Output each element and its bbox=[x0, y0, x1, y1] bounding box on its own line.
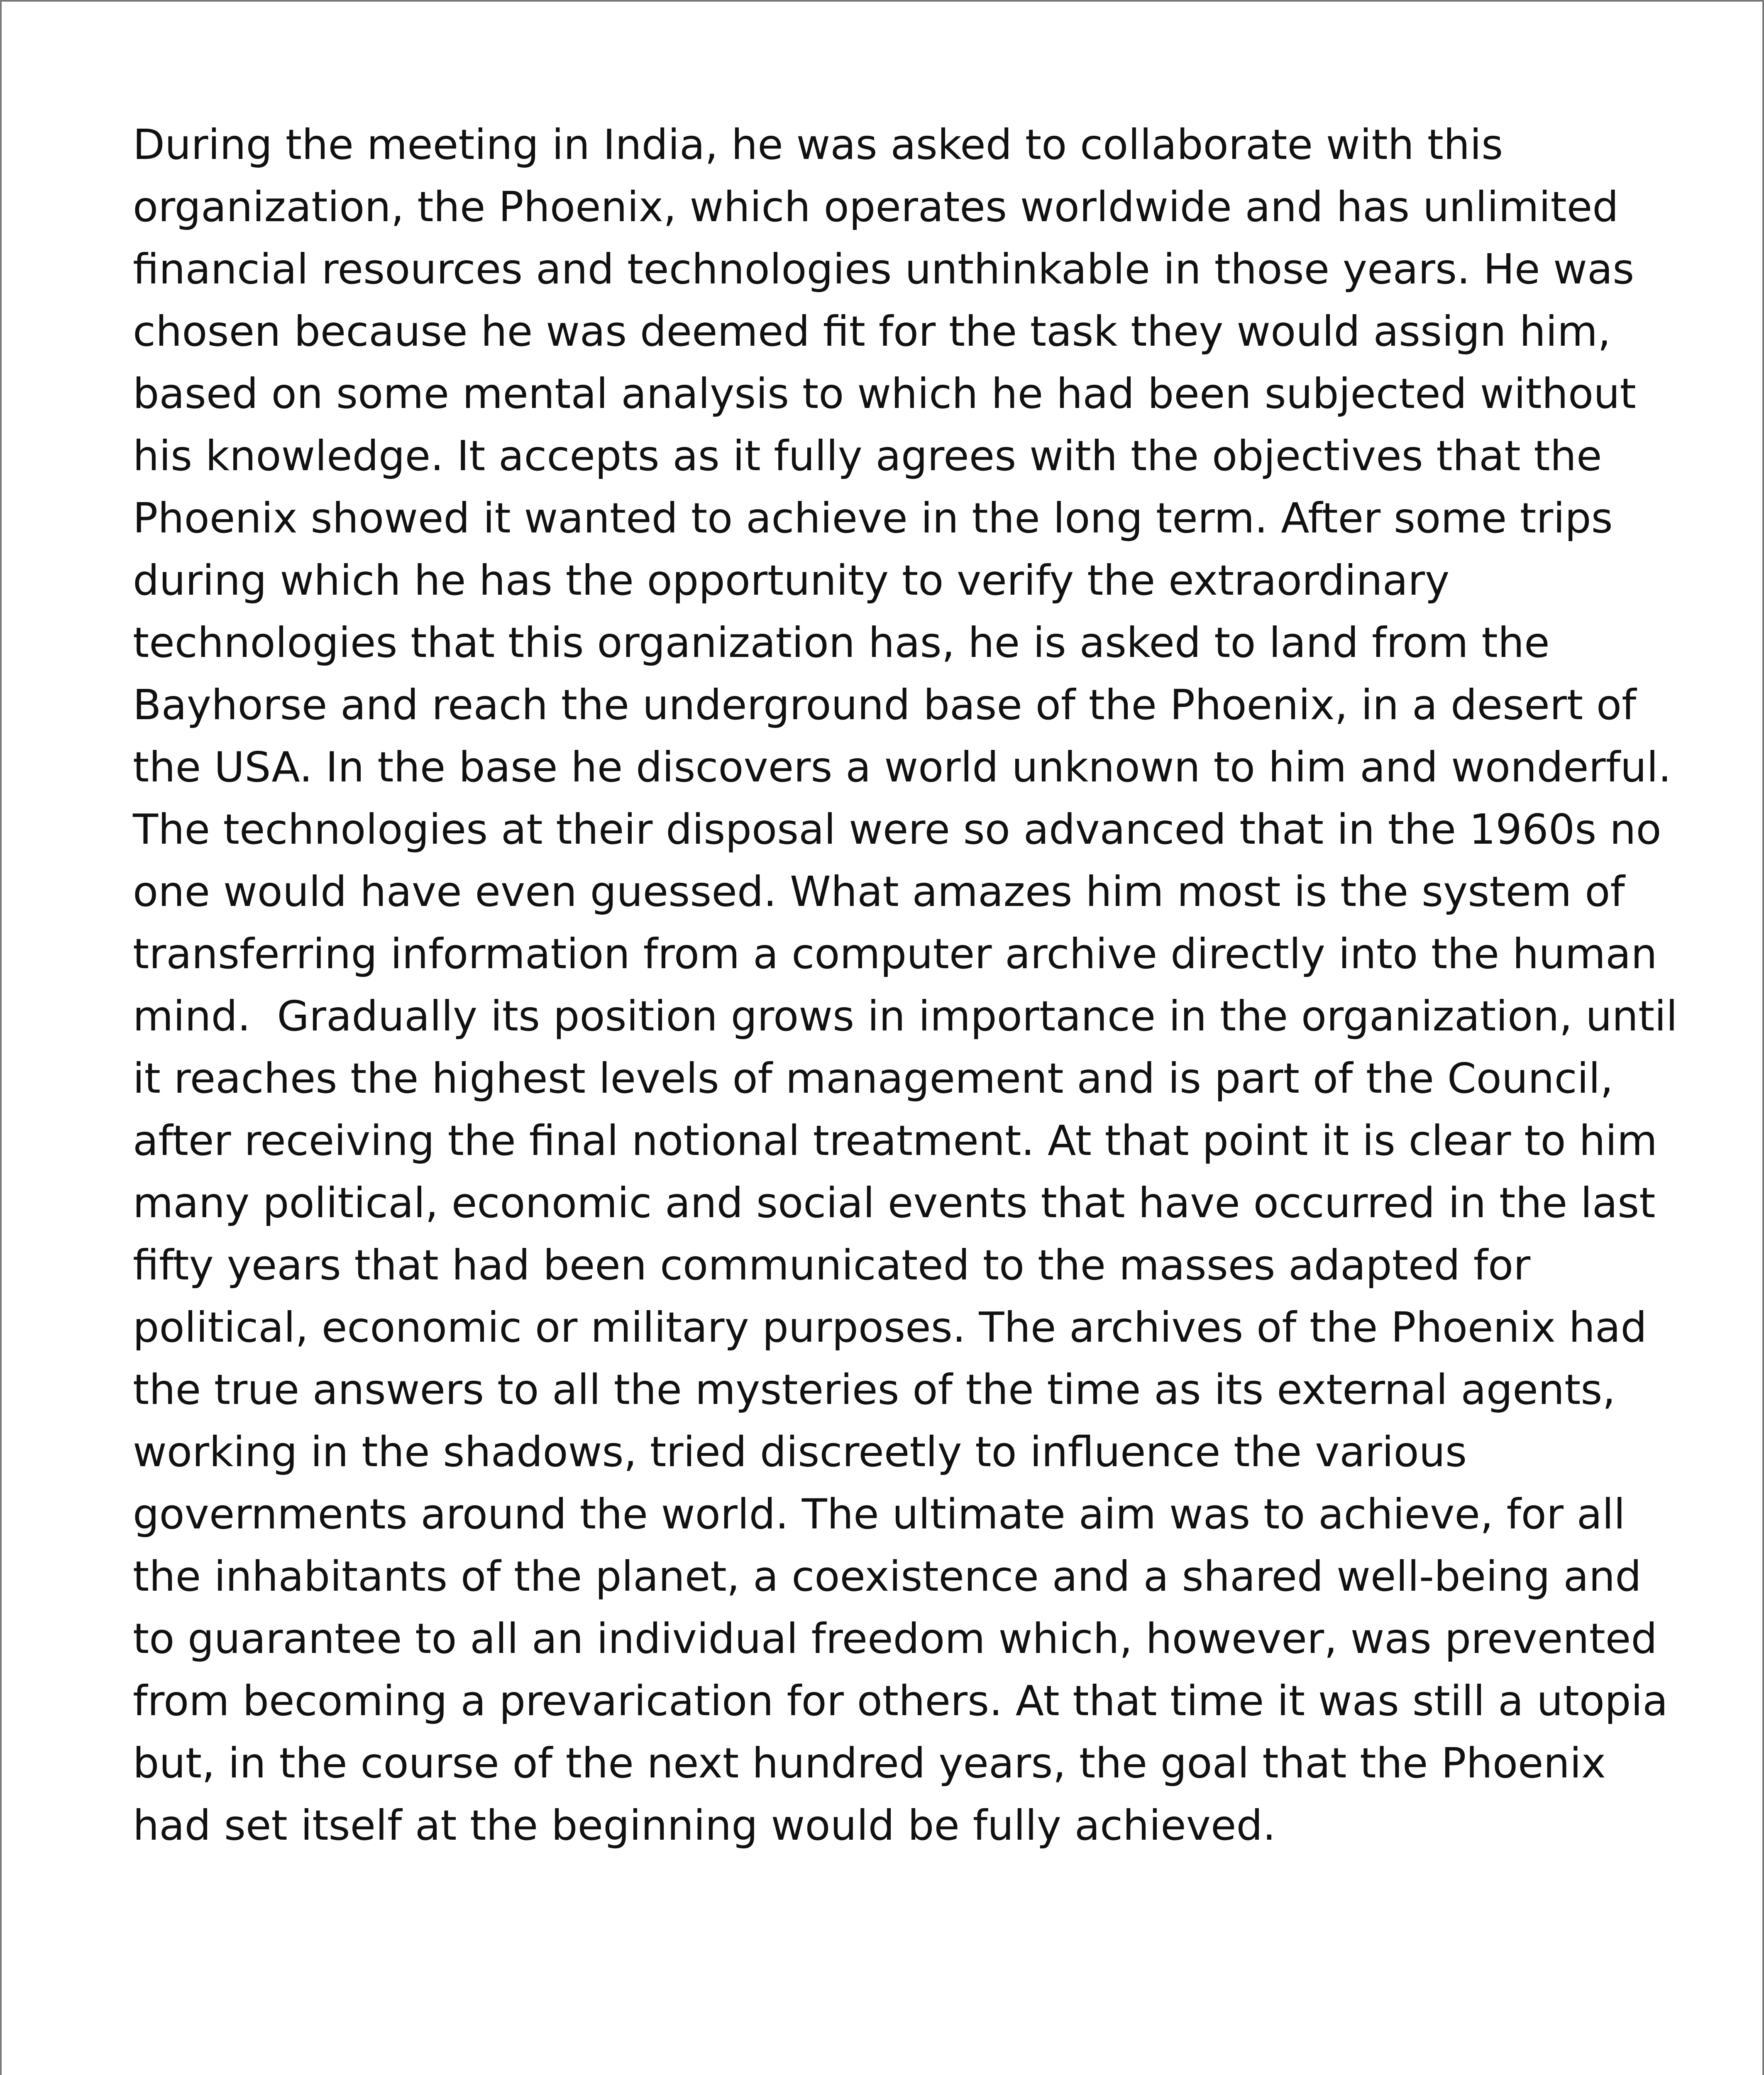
text-line: governments around the world. The ultimate aim was to achieve, for all bbox=[133, 1490, 1625, 1538]
body-paragraph bbox=[133, 114, 1710, 1857]
text-line: one would have even guessed. What amazes him most is the system of bbox=[133, 867, 1625, 916]
text-line: political, economic or military purposes. The archives of the Phoenix had bbox=[133, 1303, 1647, 1352]
text-line: to guarantee to all an individual freedom which, however, was prevented bbox=[133, 1614, 1657, 1663]
text-line: but, in the course of the next hundred years, the goal that the Phoenix bbox=[133, 1739, 1606, 1787]
text-line: during which he has the opportunity to verify the extraordinary bbox=[133, 556, 1450, 605]
text-line: Bayhorse and reach the underground base of the Phoenix, in a desert of bbox=[133, 681, 1637, 729]
text-line: based on some mental analysis to which he had been subjected without bbox=[133, 369, 1636, 418]
text-line: During the meeting in India, he was asked to collaborate with this bbox=[133, 120, 1503, 169]
text-line: financial resources and technologies unthinkable in those years. He was bbox=[133, 245, 1635, 293]
text-line: had set itself at the beginning would be fully achieved. bbox=[133, 1801, 1276, 1850]
text-line: it reaches the highest levels of management and is part of the Council, bbox=[133, 1054, 1613, 1103]
text-line: The technologies at their disposal were so advanced that in the 1960s no bbox=[133, 805, 1661, 854]
text-line: organization, the Phoenix, which operates worldwide and has unlimited bbox=[133, 183, 1619, 231]
text-line: the inhabitants of the planet, a coexistence and a shared well-being and bbox=[133, 1552, 1642, 1601]
text-line: the true answers to all the mysteries of the time as its external agents, bbox=[133, 1365, 1616, 1414]
text-line: transferring information from a computer archive directly into the human bbox=[133, 930, 1657, 978]
text-line: chosen because he was deemed fit for the task they would assign him, bbox=[133, 307, 1611, 356]
text-line: from becoming a prevarication for others. At that time it was still a utopia bbox=[133, 1677, 1668, 1725]
text-line: Phoenix showed it wanted to achieve in the long term. After some trips bbox=[133, 494, 1613, 542]
text-line: mind. Gradually its position grows in importance in the organization, until bbox=[133, 992, 1678, 1040]
text-line: technologies that this organization has, he is asked to land from the bbox=[133, 618, 1550, 667]
text-line: the USA. In the base he discovers a world unknown to him and wonderful. bbox=[133, 743, 1671, 791]
text-line: working in the shadows, tried discreetly to influence the various bbox=[133, 1428, 1467, 1476]
text-line: after receiving the final notional treatment. At that point it is clear to him bbox=[133, 1116, 1657, 1165]
text-line: many political, economic and social events that have occurred in the last bbox=[133, 1179, 1656, 1227]
text-line: his knowledge. It accepts as it fully agrees with the objectives that the bbox=[133, 432, 1602, 480]
text-line: fifty years that had been communicated to the masses adapted for bbox=[133, 1241, 1531, 1289]
